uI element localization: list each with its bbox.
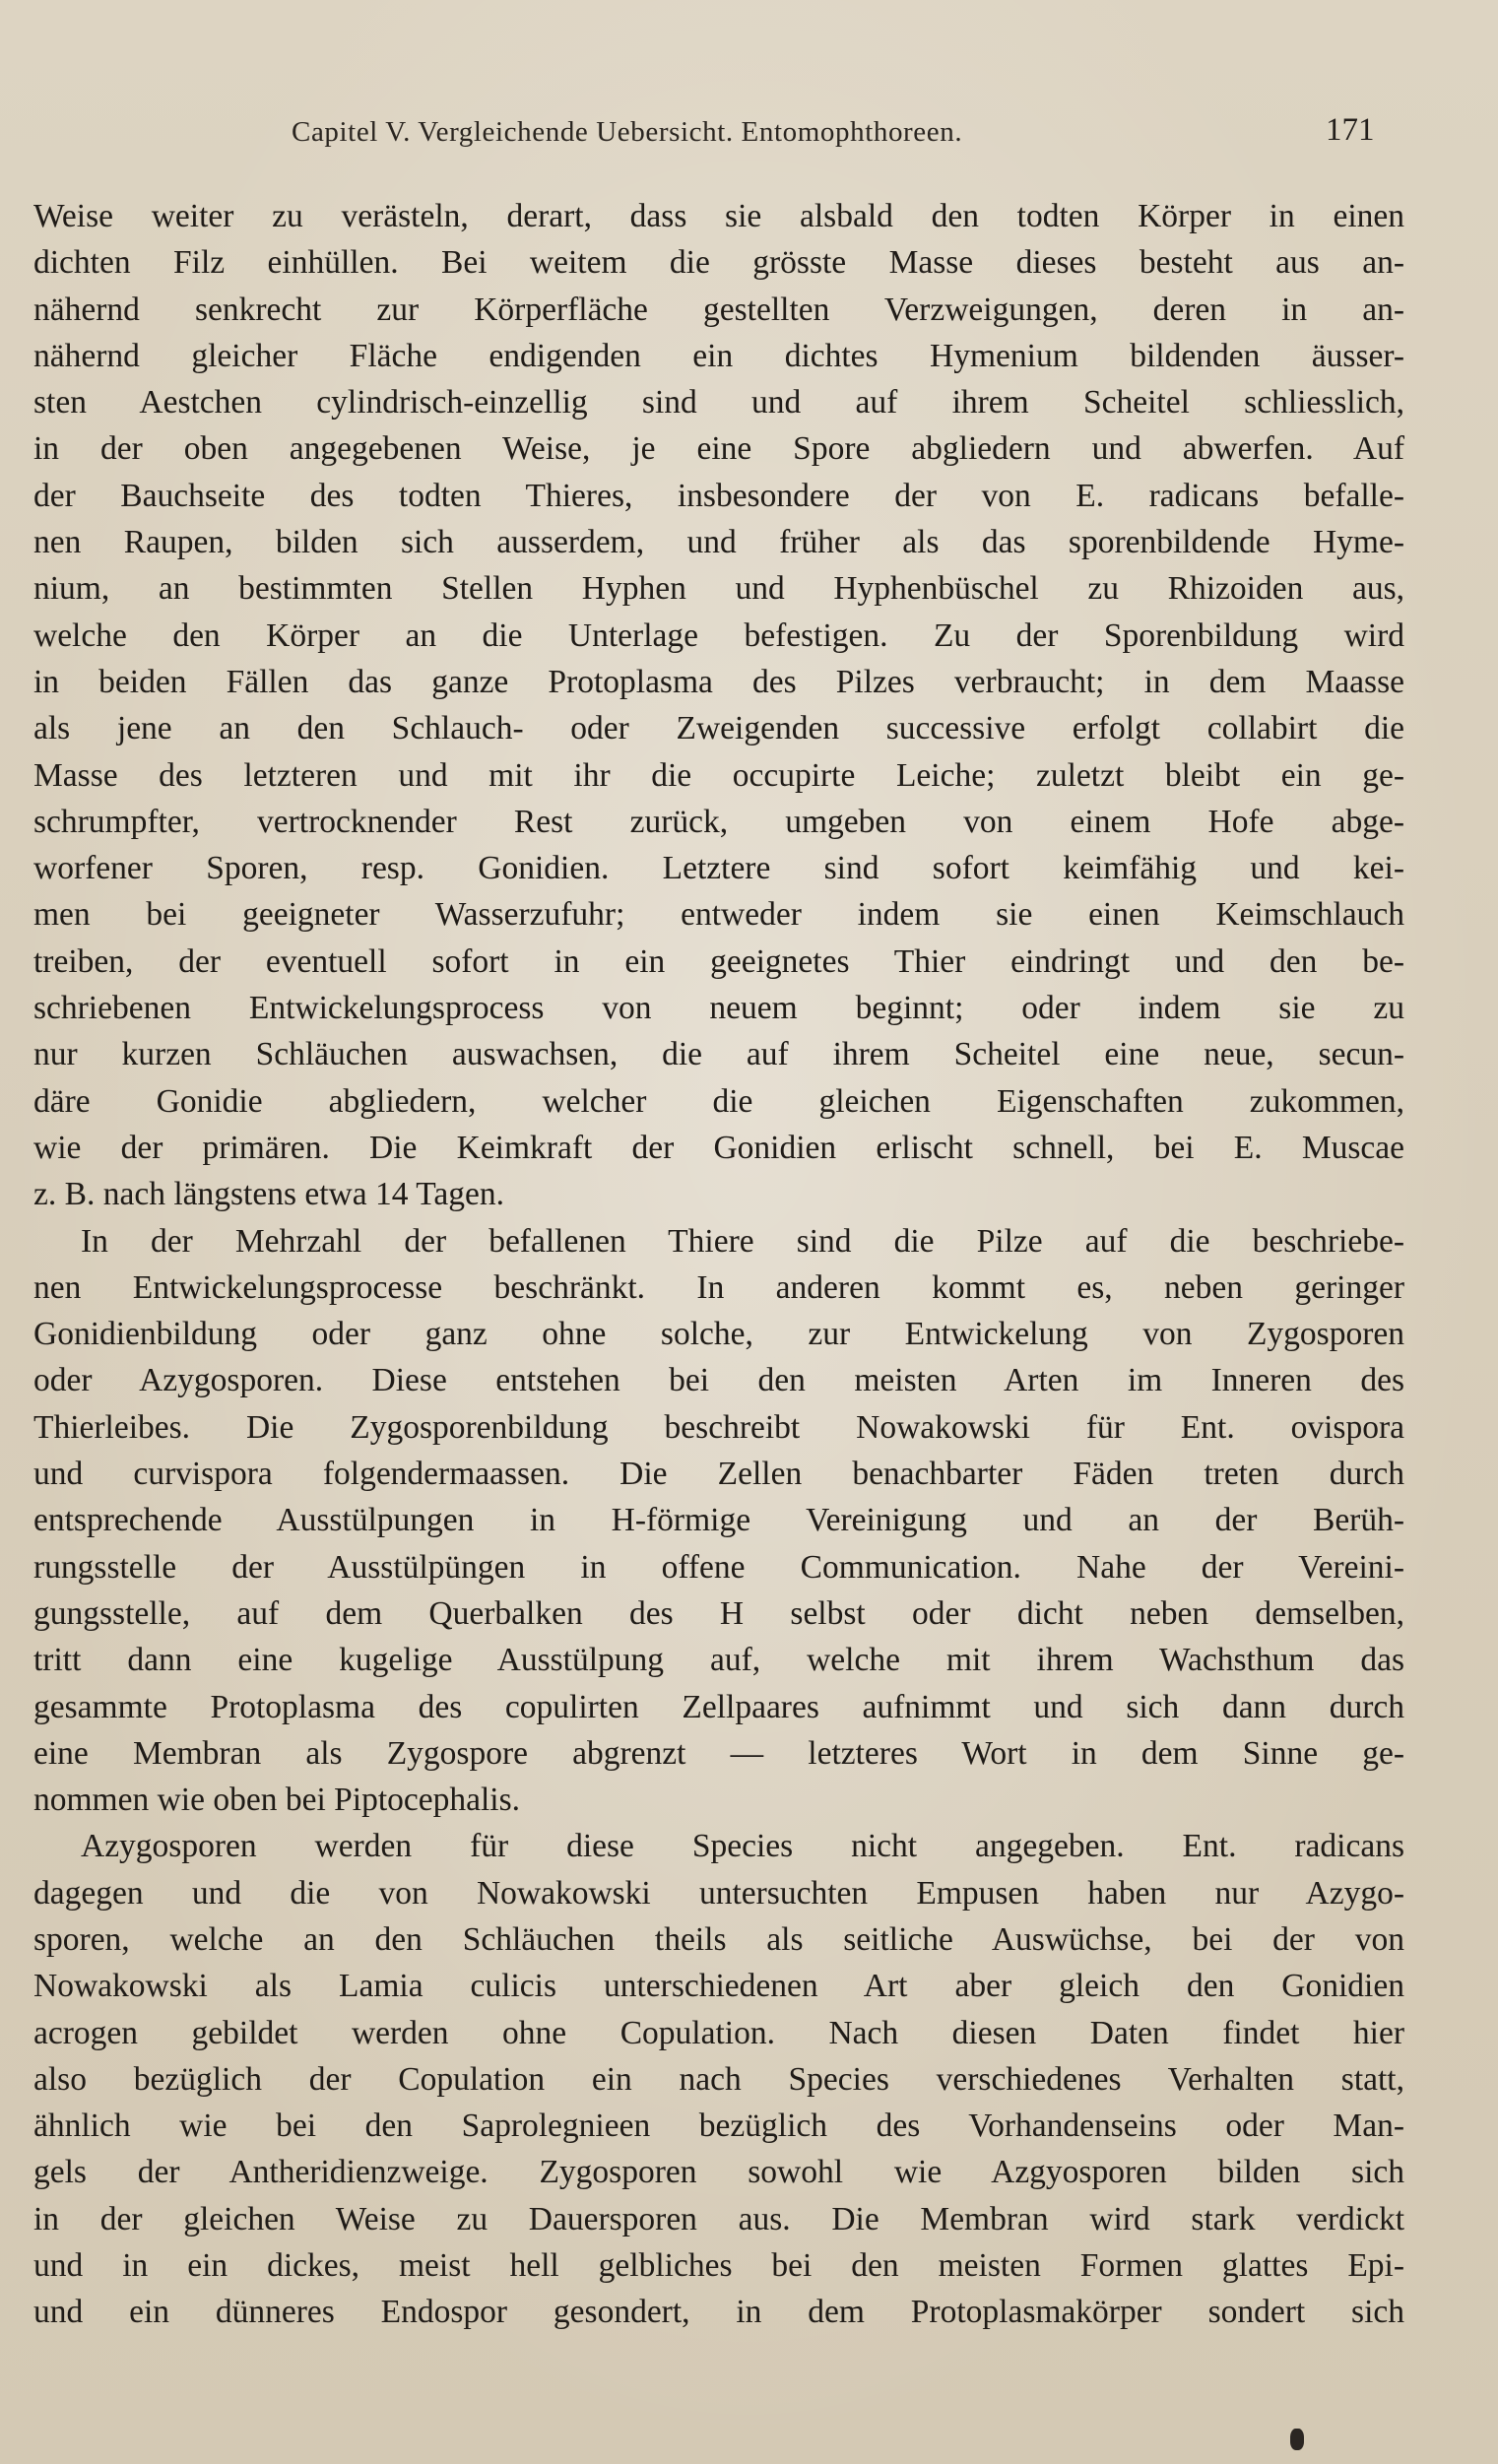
- text-line: und curvispora folgendermaassen. Die Zellen benachbarter Fäden treten durch: [33, 1456, 1404, 1493]
- text-line: sporen, welche an den Schläuchen theils als seitliche Auswüchse, bei der von: [33, 1920, 1404, 1958]
- text-line: ähnlich wie bei den Saprolegnieen bezüglich des Vorhandenseins oder Man-: [33, 2107, 1404, 2145]
- text-line: entsprechende Ausstülpungen in H-förmige Vereinigung und an der Berüh-: [33, 1502, 1404, 1539]
- text-line: tritt dann eine kugelige Ausstülpung auf, welche mit ihrem Wachsthum das: [33, 1642, 1404, 1679]
- text-line: in beiden Fällen das ganze Protoplasma des Pilzes verbraucht; in dem Maasse: [33, 663, 1404, 700]
- text-line: nium, an bestimmten Stellen Hyphen und Hyphenbüschel zu Rhizoiden aus,: [33, 570, 1404, 608]
- text-line: acrogen gebildet werden ohne Copulation. Nach diesen Daten findet hier: [33, 2014, 1404, 2051]
- text-line: und ein dünneres Endospor gesondert, in dem Protoplasmakörper sondert sich: [33, 2294, 1404, 2331]
- page-header: [0, 110, 1498, 160]
- text-line: also bezüglich der Copulation ein nach Species verschiedenes Verhalten statt,: [33, 2060, 1404, 2098]
- text-line: Weise weiter zu verästeln, derart, dass sie alsbald den todten Körper in einen: [33, 198, 1404, 234]
- text-line: Thierleibes. Die Zygosporenbildung beschreibt Nowakowski für Ent. ovispora: [33, 1408, 1404, 1446]
- paragraph-end-line: nommen wie oben bei Piptocephalis.: [33, 1782, 521, 1819]
- text-line: gesammte Protoplasma des copulirten Zellpaares aufnimmt und sich dann durch: [33, 1688, 1404, 1725]
- text-line: worfener Sporen, resp. Gonidien. Letztere sind sofort keimfähig und kei-: [33, 850, 1404, 887]
- text-line: rungsstelle der Ausstülpüngen in offene Communication. Nahe der Vereini-: [33, 1548, 1404, 1586]
- text-line: nen Raupen, bilden sich ausserdem, und früher als das sporenbildende Hyme-: [33, 524, 1404, 561]
- text-line: als jene an den Schlauch- oder Zweigenden successive erfolgt collabirt die: [33, 710, 1404, 747]
- paragraph-start-line: In der Mehrzahl der befallenen Thiere sind die Pilze auf die beschriebe-: [81, 1222, 1404, 1260]
- text-line: nur kurzen Schläuchen auswachsen, die auf ihrem Scheitel eine neue, secun-: [33, 1036, 1404, 1073]
- text-line: welche den Körper an die Unterlage befestigen. Zu der Sporenbildung wird: [33, 616, 1404, 654]
- body-text: [33, 193, 1404, 2336]
- text-line: eine Membran als Zygospore abgrenzt — letzteres Wort in dem Sinne ge-: [33, 1734, 1404, 1772]
- text-line: dichten Filz einhüllen. Bei weitem die grösste Masse dieses besteht aus an-: [33, 244, 1404, 282]
- text-line: nen Entwickelungsprocesse beschränkt. In anderen kommt es, neben geringer: [33, 1268, 1404, 1306]
- text-line: in der oben angegebenen Weise, je eine Spore abgliedern und abwerfen. Auf: [33, 430, 1404, 468]
- text-line: in der gleichen Weise zu Dauersporen aus. Die Membran wird stark verdickt: [33, 2200, 1404, 2237]
- text-line: schriebenen Entwickelungsprocess von neuem beginnt; oder indem sie zu: [33, 990, 1404, 1027]
- text-line: der Bauchseite des todten Thieres, insbesondere der von E. radicans befalle-: [33, 477, 1404, 514]
- text-line: Masse des letzteren und mit ihr die occupirte Leiche; zuletzt bleibt ein ge-: [33, 756, 1404, 794]
- text-line: men bei geeigneter Wasserzufuhr; entweder indem sie einen Keimschlauch: [33, 896, 1404, 934]
- page-number: 171: [1326, 112, 1375, 148]
- text-line: und in ein dickes, meist hell gelbliches bei den meisten Formen glattes Epi-: [33, 2247, 1404, 2285]
- paragraph-start-line: Azygosporen werden für diese Species nicht angegeben. Ent. radicans: [81, 1828, 1404, 1865]
- text-line: wie der primären. Die Keimkraft der Gonidien erlischt schnell, bei E. Muscae: [33, 1129, 1404, 1166]
- text-line: Gonidienbildung oder ganz ohne solche, zur Entwickelung von Zygosporen: [33, 1316, 1404, 1353]
- text-line: däre Gonidie abgliedern, welcher die gleichen Eigenschaften zukommen,: [33, 1082, 1404, 1120]
- text-line: Nowakowski als Lamia culicis unterschiedenen Art aber gleich den Gonidien: [33, 1968, 1404, 2005]
- running-head: Capitel V. Vergleichende Uebersicht. Entomophthoreen.: [292, 116, 963, 148]
- text-line: gungsstelle, auf dem Querbalken des H selbst oder dicht neben demselben,: [33, 1594, 1404, 1632]
- text-line: schrumpfter, vertrocknender Rest zurück, umgeben von einem Hofe abge-: [33, 803, 1404, 840]
- text-line: gels der Antheridienzweige. Zygosporen sowohl wie Azgyosporen bilden sich: [33, 2154, 1404, 2191]
- text-line: treiben, der eventuell sofort in ein geeignetes Thier eindringt und den be-: [33, 942, 1404, 980]
- text-line: oder Azygosporen. Diese entstehen bei den meisten Arten im Inneren des: [33, 1362, 1404, 1399]
- text-line: nähernd gleicher Fläche endigenden ein dichtes Hymenium bildenden äusser-: [33, 337, 1404, 374]
- text-line: nähernd senkrecht zur Körperfläche gestellten Verzweigungen, deren in an-: [33, 291, 1404, 328]
- text-line: sten Aestchen cylindrisch-einzellig sind und auf ihrem Scheitel schliesslich,: [33, 384, 1404, 421]
- ink-mark: [1290, 2429, 1304, 2450]
- paragraph-end-line: z. B. nach längstens etwa 14 Tagen.: [33, 1176, 504, 1213]
- text-line: dagegen und die von Nowakowski untersuchten Empusen haben nur Azygo-: [33, 1874, 1404, 1912]
